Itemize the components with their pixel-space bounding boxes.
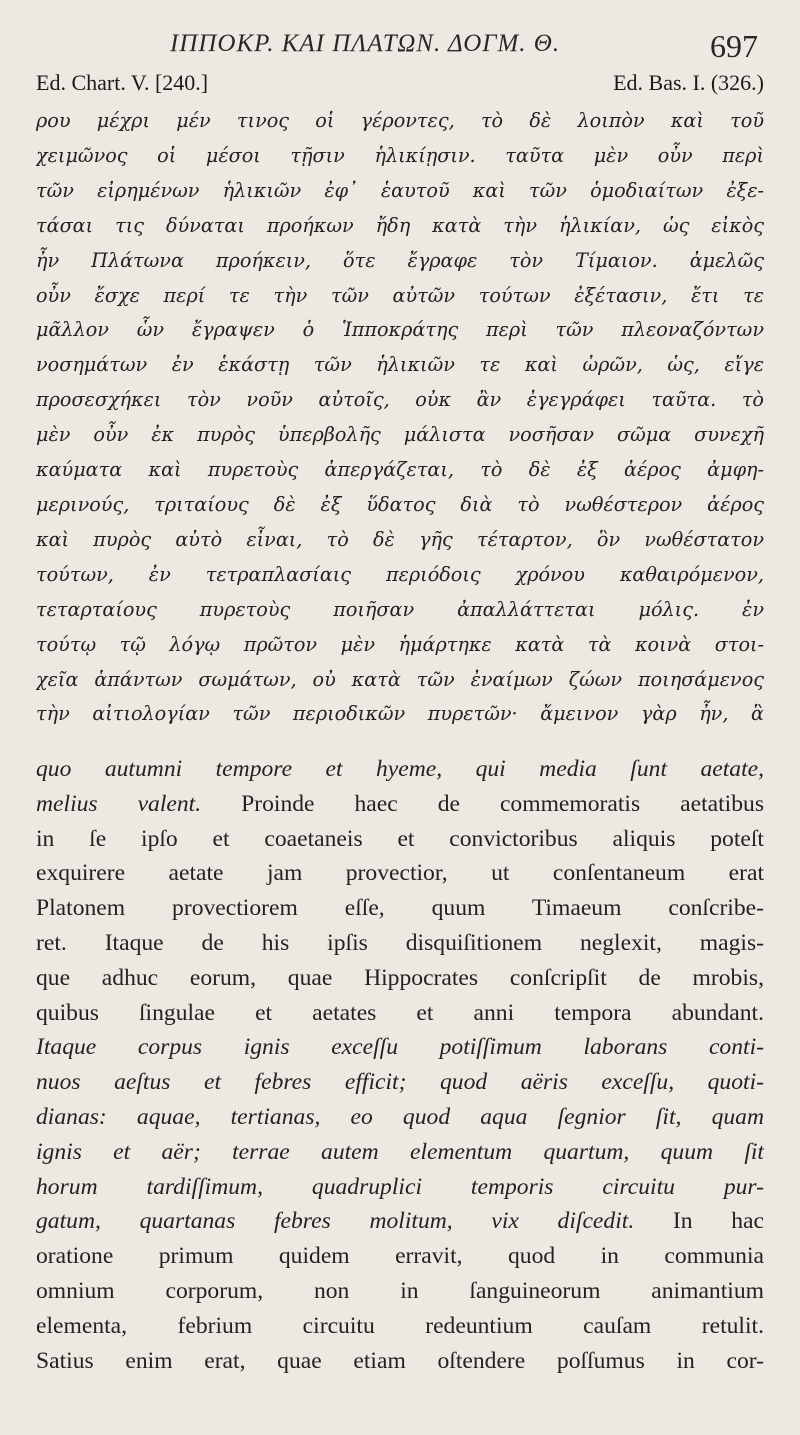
latin-roman-segment: in ſe ipſo et coaetaneis et convictoribus aliquis poteſt	[36, 825, 764, 852]
latin-text-line	[36, 1344, 764, 1379]
latin-text-line	[36, 1100, 764, 1135]
latin-italic-segment: dianas: aquae, tertianas, eo quod aqua ſegnior ſit, quam	[36, 1103, 764, 1130]
greek-text-block	[36, 104, 764, 732]
latin-text-line	[36, 1239, 764, 1274]
greek-text-line: τάσαι τις δύναται προήκων ἤδη κατὰ τὴν ἡλικίαν, ὡς εἰκὸς	[36, 213, 764, 237]
latin-text-line	[36, 1030, 764, 1065]
latin-roman-segment: Platonem provectiorem eſſe, quum Timaeum conſcribe-	[36, 895, 764, 922]
latin-italic-segment: melius valent.	[36, 790, 202, 817]
latin-translation-block	[36, 752, 764, 1378]
greek-text-line: καὶ πυρὸς αὐτὸ εἶναι, τὸ δὲ γῆς τέταρτον, ὃν νωθέστατον	[36, 527, 764, 551]
greek-text-line: τούτων, ἐν τετραπλασίαις περιόδοις χρόνου καθαιρόμενον,	[36, 562, 764, 586]
greek-text-line: ἦν Πλάτωνα προήκειν, ὅτε ἔγραφε τὸν Τίμαιον. ἀμελῶς	[36, 248, 764, 272]
latin-roman-segment: In hac	[634, 1208, 764, 1235]
greek-text-line: ρου μέχρι μέν τινος οἱ γέροντες, τὸ δὲ λοιπὸν καὶ τοῦ	[36, 109, 764, 132]
latin-text-line	[36, 787, 764, 822]
latin-roman-segment: Satius enim erat, quae etiam oſtendere poſſumus in cor-	[36, 1347, 764, 1374]
latin-text-line	[36, 1204, 764, 1239]
latin-text-line	[36, 1065, 764, 1100]
latin-roman-segment: quibus ſingulae et aetates et anni tempora abundant.	[36, 999, 764, 1026]
latin-italic-segment: Itaque corpus ignis exceſſu potiſſimum laborans conti-	[36, 1034, 764, 1061]
edition-chart-reference: Ed. Chart. V. [240.]	[36, 70, 209, 95]
edition-reference-line	[36, 70, 764, 100]
latin-roman-segment: ret. Itaque de his ipſis disquiſitionem neglexit, magis-	[36, 929, 764, 956]
greek-text-line: καύματα καὶ πυρετοὺς ἀπεργάζεται, τὸ δὲ ἐξ ἀέρος ἀμφη-	[36, 458, 764, 482]
latin-italic-segment: ignis et aër; terrae autem elementum quartum, quum ſit	[36, 1138, 764, 1165]
latin-text-line	[36, 1274, 764, 1309]
greek-text-line: προσεσχήκει τὸν νοῦν αὐτοῖς, οὐκ ἂν ἐγεγράφει ταῦτα. τὸ	[36, 388, 764, 412]
latin-text-line	[36, 891, 764, 926]
latin-roman-segment: oratione primum quidem erravit, quod in communia	[36, 1243, 764, 1270]
running-title: ΙΠΠΟΚΡ. ΚΑΙ ΠΛΑΤΩΝ. ΔΟΓΜ. Θ.	[170, 30, 561, 57]
greek-text-line: τῶν εἰρημένων ἡλικιῶν ἐφ᾽ ἑαυτοῦ καὶ τῶν ὁμοδιαίτων ἐξε-	[36, 178, 764, 202]
latin-italic-segment: horum tardiſſimum, quadruplici temporis circuitu pur-	[36, 1173, 764, 1200]
latin-text-line	[36, 996, 764, 1031]
latin-text-line	[36, 1135, 764, 1170]
latin-text-line	[36, 1309, 764, 1344]
page-number: 697	[710, 28, 758, 64]
latin-italic-segment: gatum, quartanas febres molitum, vix diſcedit.	[36, 1208, 635, 1235]
latin-text-line	[36, 752, 764, 787]
latin-roman-segment: que adhuc eorum, quae Hippocrates conſcripſit de mrobis,	[36, 964, 764, 991]
greek-text-line: τὴν αἰτιολογίαν τῶν περιοδικῶν πυρετῶν· ἄμεινον γὰρ ἦν, ἃ	[36, 702, 764, 726]
greek-text-line: χεῖα ἁπάντων σωμάτων, οὐ κατὰ τῶν ἐναίμων ζώων ποιησάμενος	[36, 667, 764, 691]
latin-text-line	[36, 822, 764, 857]
latin-roman-segment: omnium corporum, non in ſanguineorum animantium	[36, 1277, 764, 1304]
latin-roman-segment: exquirere aetate jam provectior, ut conſentaneum erat	[36, 860, 764, 887]
latin-roman-segment: Proinde haec de commemoratis aetatibus	[201, 790, 764, 817]
greek-text-line: νοσημάτων ἐν ἑκάστῃ τῶν ἡλικιῶν τε καὶ ὡρῶν, ὡς, εἴγε	[36, 353, 764, 377]
latin-text-line	[36, 856, 764, 891]
edition-basel-reference: Ed. Bas. I. (326.)	[613, 70, 764, 95]
greek-text-line: μᾶλλον ὧν ἔγραψεν ὁ Ἱπποκράτης περὶ τῶν πλεοναζόντων	[36, 318, 764, 342]
greek-text-line: τεταρταίους πυρετοὺς ποιῆσαν ἀπαλλάττεται μόλις. ἐν	[36, 597, 764, 621]
latin-italic-segment: nuos aeſtus et febres efficit; quod aëris exceſſu, quoti-	[36, 1069, 764, 1096]
greek-text-line: μὲν οὖν ἐκ πυρὸς ὑπερβολῆς μάλιστα νοσῆσαν σῶμα συνεχῆ	[36, 423, 764, 447]
latin-roman-segment: elementa, febrium circuitu redeuntium cauſam retulit.	[36, 1312, 764, 1339]
greek-text-line: χειμῶνος οἱ μέσοι τῇσιν ἡλικίῃσιν. ταῦτα μὲν οὖν περὶ	[36, 143, 764, 167]
latin-text-line	[36, 1170, 764, 1205]
latin-text-line	[36, 926, 764, 961]
greek-text-line: τούτῳ τῷ λόγῳ πρῶτον μὲν ἡμάρτηκε κατὰ τὰ κοινὰ στοι-	[36, 632, 764, 656]
greek-text-line: οὖν ἔσχε περί τε τὴν τῶν αὐτῶν τούτων ἐξέτασιν, ἔτι τε	[36, 283, 764, 307]
latin-italic-segment: quo autumni tempore et hyeme, qui media ſunt aetate,	[36, 756, 764, 782]
greek-text-line: μερινούς, τριταίους δὲ ἐξ ὕδατος διὰ τὸ νωθέστερον ἀέρος	[36, 492, 764, 516]
latin-text-line	[36, 961, 764, 996]
running-head	[0, 28, 800, 62]
